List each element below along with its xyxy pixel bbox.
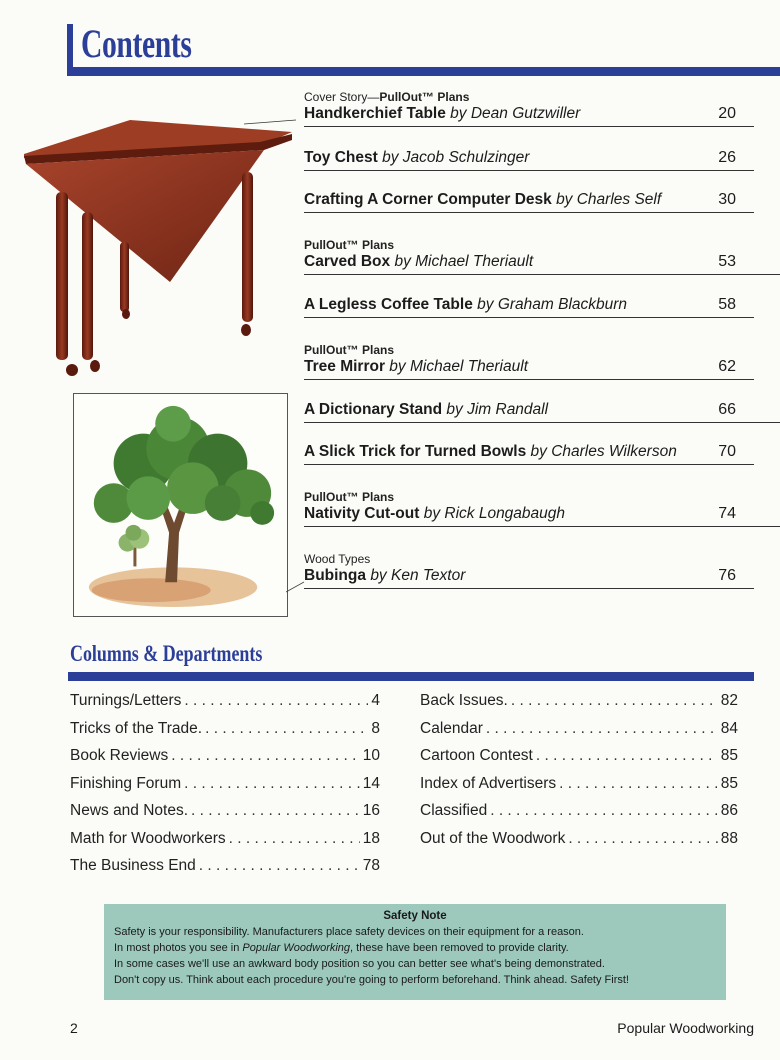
article-bubinga[interactable] [304,552,754,589]
article-row [304,190,754,213]
article-author: by Jim Randall [446,401,549,418]
departments-left-column [70,692,380,885]
article-turned-bowls[interactable] [304,442,754,465]
departments-heading: Columns & Departments [70,641,263,666]
article-page: 58 [718,296,736,313]
article-page: 76 [718,567,736,584]
article-kicker: PullOut™ Plans [304,238,395,252]
department-item[interactable]: Tricks of the Trade. . . . 8 [70,720,380,748]
department-item[interactable]: Classified . . . 86 [420,802,738,830]
department-item[interactable]: Out of the Woodwork . . . 88 [420,830,738,858]
article-title: Nativity Cut-out [304,505,420,522]
article-title: Carved Box [304,253,391,270]
article-author: by Charles Wilkerson [530,443,677,460]
bubinga-tree-illustration [73,393,288,617]
safety-note-line: In some cases we'll use an awkward body position so you can better see what's being demonstrated. [114,958,605,970]
article-legless-coffee-table[interactable] [304,295,754,318]
article-title: A Legless Coffee Table [304,296,473,313]
article-tree-mirror[interactable] [304,343,754,380]
caption-pointer-line [286,578,306,594]
header-rule [67,67,780,76]
article-dictionary-stand[interactable] [304,400,780,423]
article-kicker: Cover Story—PullOut™ Plans [304,90,470,104]
article-author: by Michael Theriault [389,358,528,375]
department-item[interactable]: Math for Woodworkers . . . 18 [70,830,380,858]
article-page: 62 [718,358,736,375]
safety-note-line: Safety is your responsibility. Manufacturers place safety devices on their equipment for a reason. [114,926,584,938]
safety-note-line: In most photos you see in Popular Woodworking, these have been removed to provide clarity. [114,942,569,954]
article-row [304,295,754,318]
article-author: by Dean Gutzwiller [450,105,581,122]
article-title: A Dictionary Stand [304,401,443,418]
article-title: Handkerchief Table [304,105,446,122]
footer-page-number: 2 [70,1020,78,1036]
article-author: by Michael Theriault [394,253,534,270]
article-nativity-cutout[interactable] [304,490,780,527]
article-author: by Charles Self [556,191,662,208]
article-kicker: PullOut™ Plans [304,343,395,357]
department-item[interactable]: News and Notes. . . . 16 [70,802,380,830]
article-title: Tree Mirror [304,358,385,375]
article-title: Toy Chest [304,149,378,166]
department-item[interactable]: Book Reviews . . . 10 [70,747,380,775]
department-item[interactable]: Back Issues. . . . 82 [420,692,738,720]
article-page: 26 [718,149,736,166]
article-title: Crafting A Corner Computer Desk [304,191,552,208]
department-item[interactable]: Finishing Forum . . . 14 [70,775,380,803]
article-title: A Slick Trick for Turned Bowls [304,443,527,460]
article-carved-box[interactable] [304,238,780,275]
article-row [304,104,754,127]
footer-magazine-name: Popular Woodworking [617,1020,754,1036]
article-page: 66 [718,401,736,418]
article-author: by Rick Longabaugh [423,505,566,522]
article-page: 20 [718,105,736,122]
departments-rule [68,672,754,681]
article-row [304,566,754,589]
article-row [304,400,780,423]
departments-right-column [420,692,738,857]
article-row [304,148,754,171]
article-corner-computer-desk[interactable] [304,190,754,213]
article-page: 74 [718,505,736,522]
article-page: 70 [718,443,736,460]
article-kicker: PullOut™ Plans [304,490,395,504]
safety-note-box [104,904,726,1000]
article-toy-chest[interactable] [304,148,754,171]
article-page: 30 [718,191,736,208]
safety-note-heading: Safety Note [383,910,447,922]
article-kicker: Wood Types [304,552,371,566]
page-title: Contents [81,21,192,66]
department-item[interactable]: The Business End . . . 78 [70,857,380,885]
article-row [304,504,780,527]
article-row [304,442,754,465]
safety-note-line: Don't copy us. Think about each procedure you're going to perform beforehand. Think ahead. Safety First! [114,974,629,986]
article-author: by Jacob Schulzinger [382,149,530,166]
article-page: 53 [718,253,736,270]
article-author: by Graham Blackburn [477,296,628,313]
article-row [304,357,754,380]
article-handkerchief-table[interactable] [304,90,754,127]
article-title: Bubinga [304,567,366,584]
header-accent-bar [67,24,73,72]
department-item[interactable]: Calendar . . . 84 [420,720,738,748]
handkerchief-table-photo [20,112,300,382]
department-item[interactable]: Cartoon Contest . . . 85 [420,747,738,775]
department-item[interactable]: Turnings/Letters . . . 4 [70,692,380,720]
department-item[interactable]: Index of Advertisers . . . 85 [420,775,738,803]
article-row [304,252,780,275]
article-author: by Ken Textor [370,567,466,584]
